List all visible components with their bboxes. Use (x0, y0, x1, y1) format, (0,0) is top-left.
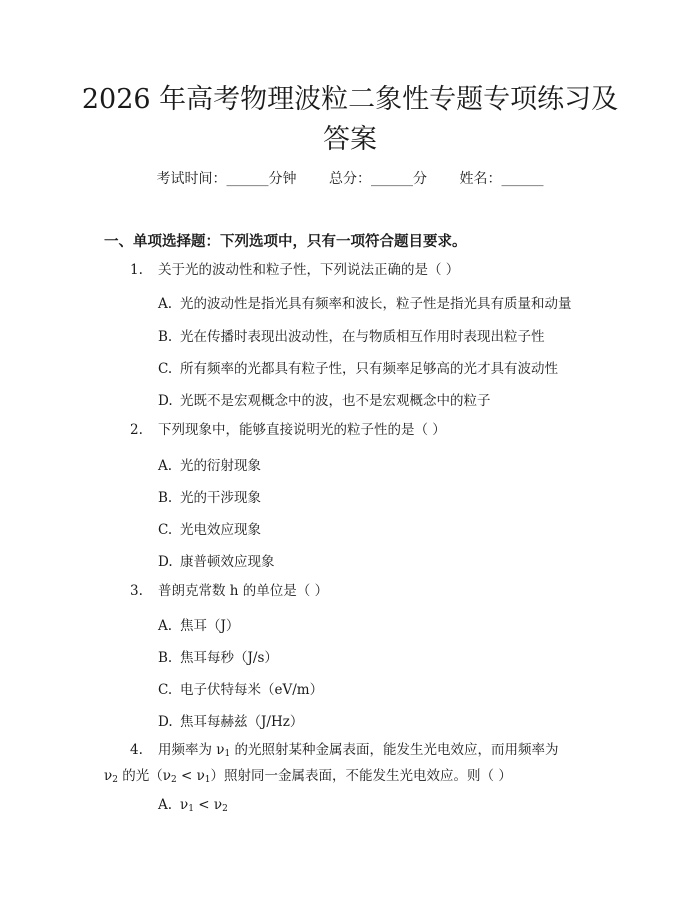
option-1b: B. 光在传播时表现出波动性，在与物质相互作用时表现出粒子性 (158, 329, 545, 345)
option-1c: C. 所有频率的光都具有粒子性，只有频率足够高的光才具有波动性 (158, 361, 558, 377)
question-text: 关于光的波动性和粒子性，下列说法正确的是（ ） (158, 262, 460, 278)
title-line-2: 答案 (323, 124, 377, 155)
section-title: 一、单项选择题：下列选项中，只有一项符合题目要求。 (104, 233, 467, 250)
question-3 (130, 580, 328, 602)
student-name: 姓名：______ (459, 171, 544, 187)
question-4: 4. 用频率为 $\nu_1$ 的光照射某种金属表面，能发生光电效应，而用频率为 $\nu_2$ 的光$(\nu_2 < \nu_1)$照射同一金属表面，不能发生光电效应。则（ ） (104, 739, 624, 791)
option-2c: C. 光电效应现象 (158, 522, 261, 538)
question-text: 下列现象中，能够直接说明光的粒子性的是（ ） (158, 422, 446, 438)
option-3d: D. 焦耳每赫兹（J/Hz） (158, 714, 304, 730)
option-3b: B. 焦耳每秒（J/s） (158, 650, 278, 666)
question-number: 4. (130, 742, 143, 758)
option-2b: B. 光的干涉现象 (158, 490, 261, 506)
question-text: 普朗克常数 h 的单位是（ ） (158, 583, 329, 599)
exam-meta (0, 168, 700, 188)
option-3a: A. 焦耳（J） (158, 618, 240, 634)
title-line-1: 2026 年高考物理波粒二象性专题专项练习及 (81, 84, 619, 115)
option-3c: C. 电子伏特每米（eV/m） (158, 682, 324, 698)
exam-time: 考试时间：______分钟 (156, 171, 297, 187)
option-4a: A. $\nu_1 < \nu_2$ (158, 797, 228, 814)
question-number: 1. (130, 262, 143, 278)
total-score: 总分：______分 (329, 171, 427, 187)
option-1a: A. 光的波动性是指光具有频率和波长，粒子性是指光具有质量和动量 (158, 296, 572, 312)
option-1d: D. 光既不是宏观概念中的波，也不是宏观概念中的粒子 (158, 393, 491, 409)
option-2d: D. 康普顿效应现象 (158, 554, 275, 570)
question-number: 3. (130, 583, 143, 599)
option-2a: A. 光的衍射现象 (158, 458, 261, 474)
question-1 (130, 259, 459, 281)
question-number: 2. (130, 422, 143, 438)
document-title (60, 80, 640, 160)
question-2 (130, 419, 446, 441)
